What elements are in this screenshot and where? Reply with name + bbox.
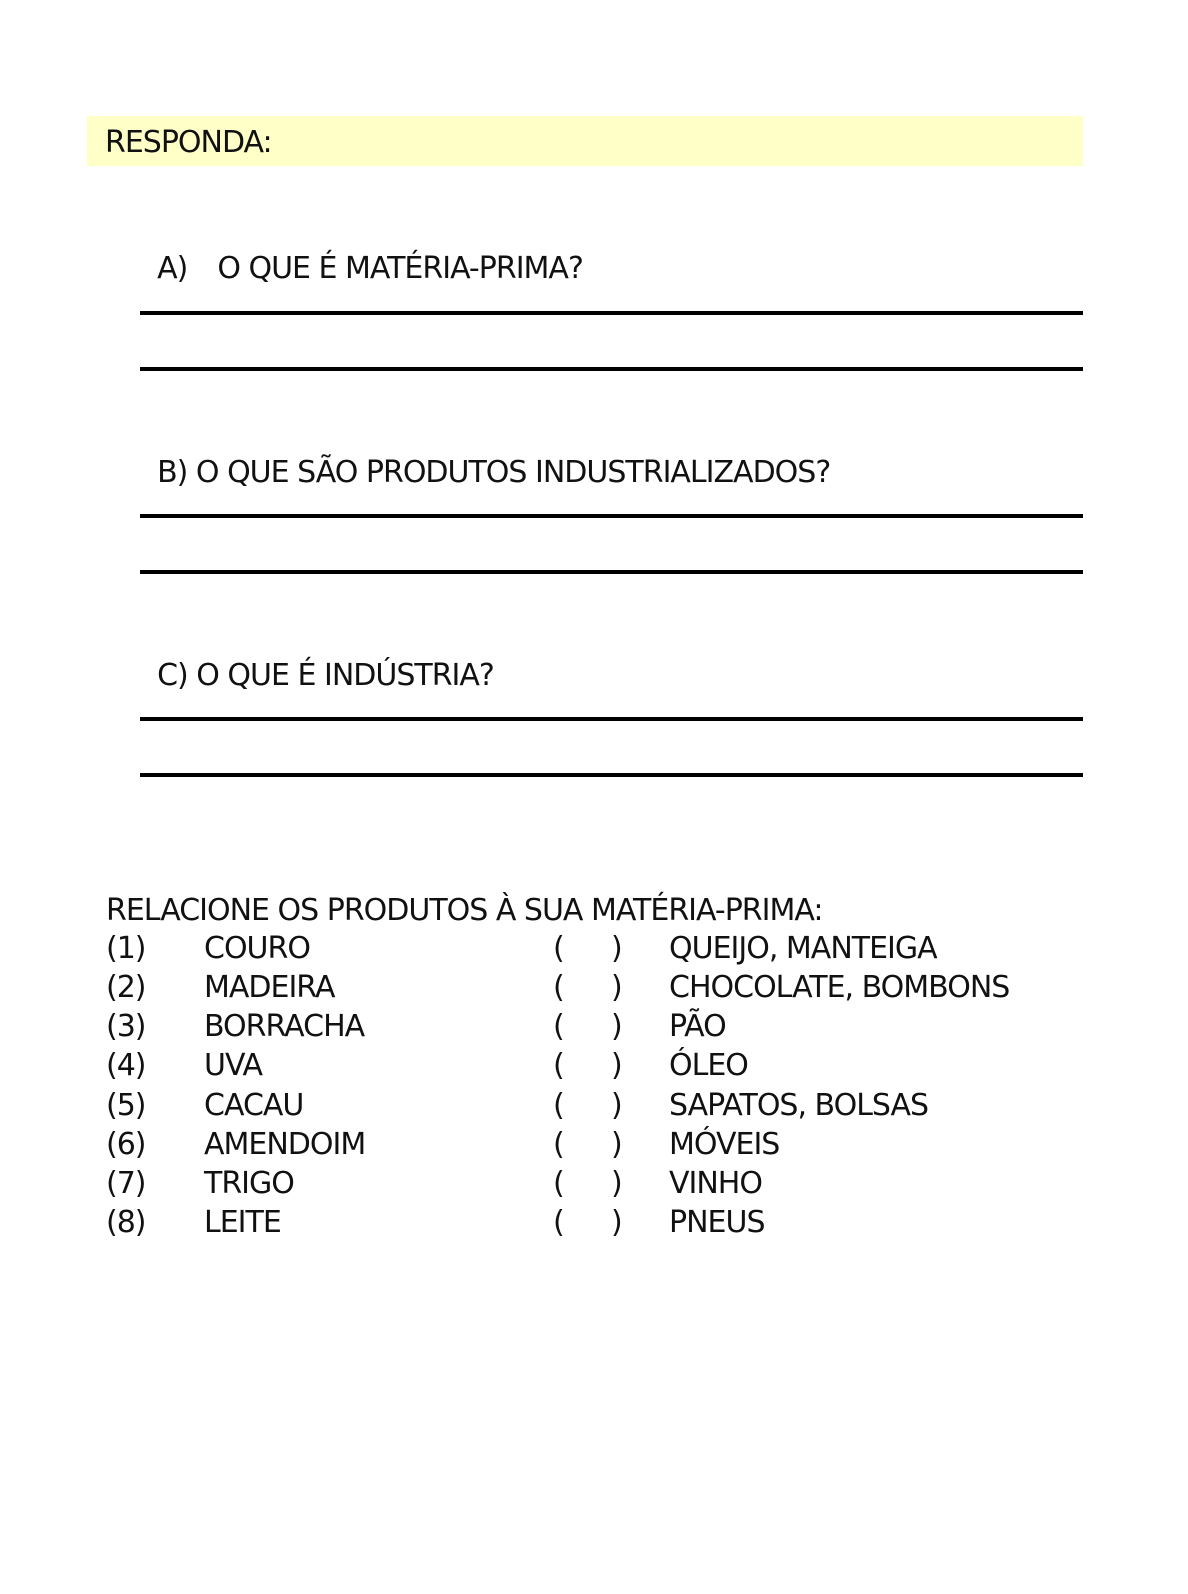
raw-material-number: (5) <box>106 1088 146 1123</box>
answer-line-c2[interactable] <box>140 773 1083 777</box>
answer-bracket-close[interactable]: ) <box>611 1009 622 1044</box>
raw-material-name: CACAU <box>204 1088 304 1123</box>
section-title: RESPONDA: <box>105 125 272 160</box>
match-row <box>0 931 1188 971</box>
answer-bracket-close[interactable]: ) <box>611 1048 622 1083</box>
answer-bracket-open[interactable]: ( <box>553 970 564 1005</box>
question-text: O QUE É INDÚSTRIA? <box>196 658 494 693</box>
match-row <box>0 1048 1188 1088</box>
raw-material-name: AMENDOIM <box>204 1127 366 1162</box>
answer-bracket-open[interactable]: ( <box>553 931 564 966</box>
raw-material-number: (1) <box>106 931 146 966</box>
raw-material-name: MADEIRA <box>204 970 335 1005</box>
question-b <box>140 420 830 490</box>
answer-line-c1[interactable] <box>140 717 1083 721</box>
question-text: O QUE SÃO PRODUTOS INDUSTRIALIZADOS? <box>195 455 831 490</box>
answer-bracket-open[interactable]: ( <box>553 1205 564 1240</box>
responda-banner <box>87 116 1083 166</box>
question-a <box>140 216 583 286</box>
match-row <box>0 1166 1188 1206</box>
answer-bracket-close[interactable]: ) <box>611 970 622 1005</box>
product-name: MÓVEIS <box>669 1127 780 1162</box>
product-name: CHOCOLATE, BOMBONS <box>669 970 1010 1005</box>
match-row <box>0 1009 1188 1049</box>
answer-bracket-open[interactable]: ( <box>553 1048 564 1083</box>
raw-material-number: (7) <box>106 1166 146 1201</box>
answer-line-b2[interactable] <box>140 570 1083 574</box>
raw-material-number: (2) <box>106 970 146 1005</box>
answer-bracket-close[interactable]: ) <box>611 1127 622 1162</box>
answer-bracket-close[interactable]: ) <box>611 1088 622 1123</box>
answer-bracket-close[interactable]: ) <box>611 1205 622 1240</box>
answer-bracket-open[interactable]: ( <box>553 1166 564 1201</box>
raw-material-name: LEITE <box>204 1205 281 1240</box>
raw-material-name: BORRACHA <box>204 1009 365 1044</box>
raw-material-name: COURO <box>204 931 310 966</box>
match-row <box>0 1127 1188 1167</box>
raw-material-name: UVA <box>204 1048 263 1083</box>
answer-line-a1[interactable] <box>140 311 1083 315</box>
raw-material-number: (4) <box>106 1048 146 1083</box>
product-name: ÓLEO <box>669 1048 748 1083</box>
answer-bracket-open[interactable]: ( <box>553 1088 564 1123</box>
answer-bracket-open[interactable]: ( <box>553 1009 564 1044</box>
match-row <box>0 1205 1188 1245</box>
raw-material-name: TRIGO <box>204 1166 294 1201</box>
product-name: QUEIJO, MANTEIGA <box>669 931 937 966</box>
question-c <box>140 623 494 693</box>
answer-bracket-close[interactable]: ) <box>611 931 622 966</box>
match-row <box>0 970 1188 1010</box>
matching-title: RELACIONE OS PRODUTOS À SUA MATÉRIA-PRIMA: <box>106 893 823 928</box>
raw-material-number: (6) <box>106 1127 146 1162</box>
question-label: C) <box>157 658 188 693</box>
raw-material-number: (3) <box>106 1009 146 1044</box>
answer-line-b1[interactable] <box>140 514 1083 518</box>
question-label: A) <box>157 251 188 286</box>
question-label: B) <box>157 455 188 490</box>
question-text: O QUE É MATÉRIA-PRIMA? <box>217 251 583 286</box>
answer-bracket-open[interactable]: ( <box>553 1127 564 1162</box>
raw-material-number: (8) <box>106 1205 146 1240</box>
match-row <box>0 1088 1188 1128</box>
product-name: SAPATOS, BOLSAS <box>669 1088 929 1123</box>
product-name: PNEUS <box>669 1205 765 1240</box>
answer-line-a2[interactable] <box>140 367 1083 371</box>
answer-bracket-close[interactable]: ) <box>611 1166 622 1201</box>
product-name: VINHO <box>669 1166 762 1201</box>
product-name: PÃO <box>669 1009 726 1044</box>
